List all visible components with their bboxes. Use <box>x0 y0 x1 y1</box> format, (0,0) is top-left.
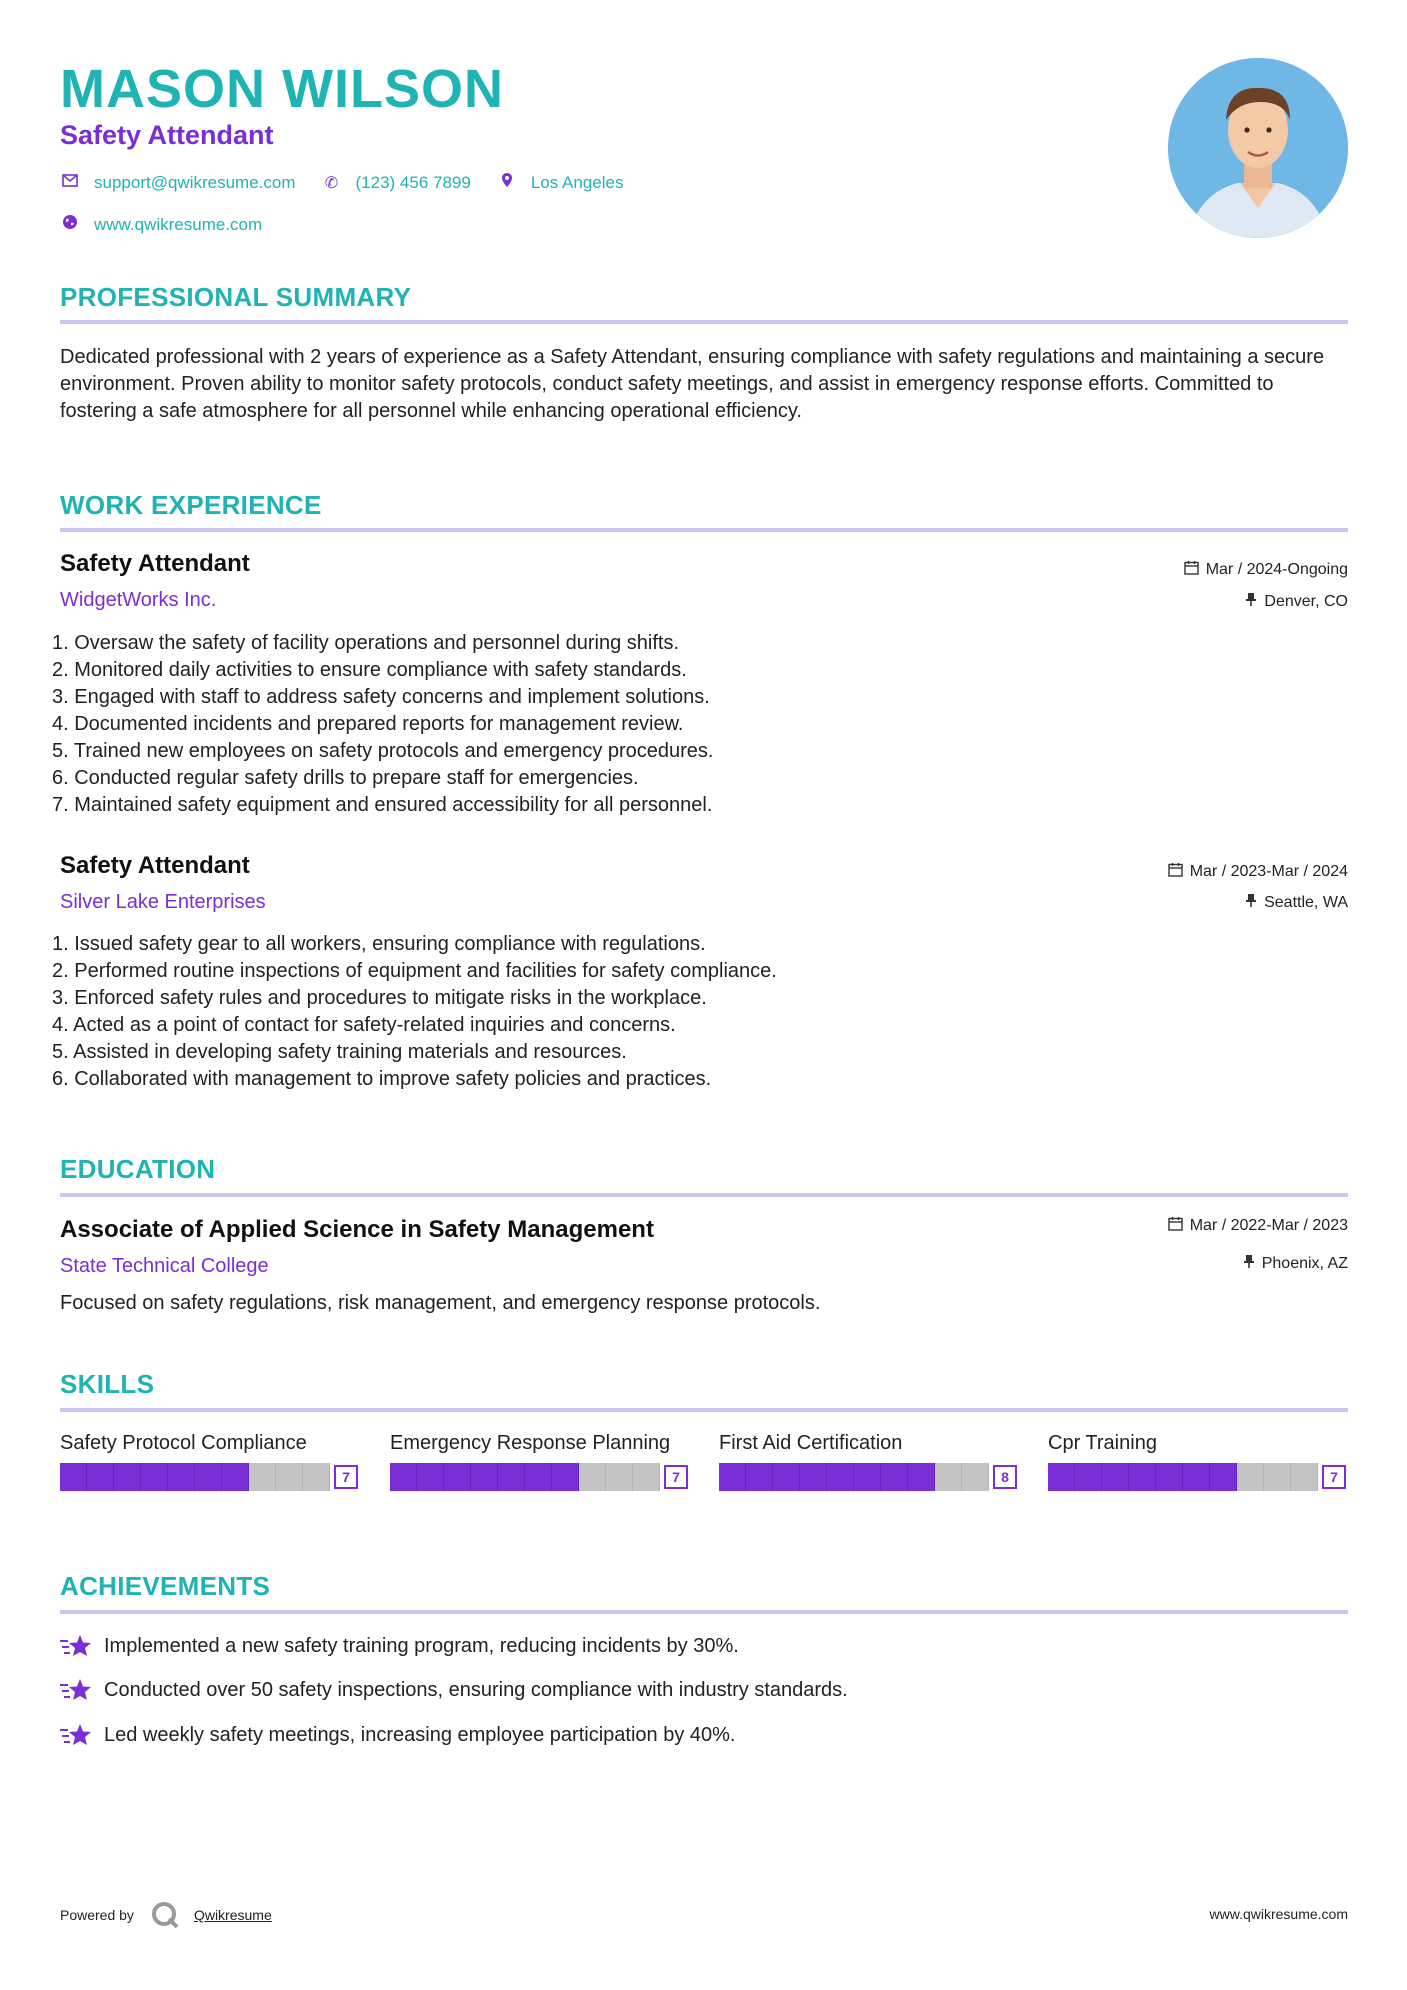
job-2-location-text: Seattle, WA <box>1264 893 1348 911</box>
job-2-bullets <box>52 931 777 1093</box>
footer-powered-by <box>60 1900 272 1930</box>
education-degree: Associate of Applied Science in Safety Management <box>60 1216 654 1243</box>
candidate-title: Safety Attendant <box>60 120 274 150</box>
skill-bar <box>390 1463 690 1491</box>
skill-segment-empty <box>962 1463 989 1491</box>
skill-segment-filled <box>390 1463 417 1491</box>
pushpin-icon <box>1245 592 1257 611</box>
list-item: 4. Acted as a point of contact for safety-related inquiries and concerns. <box>52 1014 676 1036</box>
skill-bar <box>719 1463 1019 1491</box>
website-item[interactable] <box>60 214 262 235</box>
skill-level-badge: 8 <box>993 1465 1017 1489</box>
skills-heading: SKILLS <box>60 1369 155 1399</box>
skill-segment-filled <box>800 1463 827 1491</box>
list-item: 5. Trained new employees on safety protocols and emergency procedures. <box>52 740 714 762</box>
skill-item <box>1048 1430 1348 1491</box>
contact-row <box>60 172 649 193</box>
calendar-icon <box>1184 560 1199 579</box>
achievement-text: Conducted over 50 safety inspections, ensuring compliance with industry standards. <box>104 1678 848 1701</box>
skill-segments <box>1048 1463 1318 1491</box>
achievement-item <box>60 1633 739 1659</box>
skill-segment-empty <box>1264 1463 1291 1491</box>
skill-segment-filled <box>746 1463 773 1491</box>
website-row <box>60 214 288 235</box>
skill-name: Safety Protocol Compliance <box>60 1432 307 1454</box>
skill-segment-empty <box>935 1463 962 1491</box>
list-item: 2. Monitored daily activities to ensure compliance with safety standards. <box>52 659 687 681</box>
job-1-title: Safety Attendant <box>60 550 250 577</box>
skill-segment-filled <box>444 1463 471 1491</box>
job-1-location <box>1245 592 1348 611</box>
summary-heading: PROFESSIONAL SUMMARY <box>60 282 412 312</box>
job-1-date <box>1184 560 1348 579</box>
skill-segment-filled <box>222 1463 249 1491</box>
website-text: www.qwikresume.com <box>94 214 263 234</box>
calendar-icon <box>1168 862 1183 881</box>
skill-segment-filled <box>854 1463 881 1491</box>
job-2-location <box>1245 893 1348 912</box>
list-item: 7. Maintained safety equipment and ensured accessibility for all personnel. <box>52 794 713 816</box>
achievement-item <box>60 1677 848 1703</box>
skill-bar <box>1048 1463 1348 1491</box>
skill-segment-empty <box>276 1463 303 1491</box>
skill-segment-filled <box>827 1463 854 1491</box>
skill-segment-empty <box>579 1463 606 1491</box>
skill-segment-empty <box>633 1463 660 1491</box>
candidate-name: MASON WILSON <box>60 59 504 119</box>
skill-segment-filled <box>1210 1463 1237 1491</box>
skill-segment-filled <box>498 1463 525 1491</box>
footer-website[interactable]: www.qwikresume.com <box>1209 1906 1348 1922</box>
globe-icon <box>60 214 80 235</box>
education-date <box>1168 1216 1348 1235</box>
skill-segment-filled <box>60 1463 87 1491</box>
skill-name: Emergency Response Planning <box>390 1432 671 1454</box>
skill-segment-filled <box>525 1463 552 1491</box>
list-item: 2. Performed routine inspections of equipment and facilities for safety compliance. <box>52 960 777 982</box>
experience-heading: WORK EXPERIENCE <box>60 490 322 520</box>
pushpin-icon <box>1245 893 1257 912</box>
skill-level-badge: 7 <box>664 1465 688 1489</box>
list-item: 6. Collaborated with management to improve safety policies and practices. <box>52 1068 712 1090</box>
job-1-company: WidgetWorks Inc. <box>60 589 217 611</box>
skill-segments <box>60 1463 330 1491</box>
list-item: 3. Engaged with staff to address safety concerns and implement solutions. <box>52 686 710 708</box>
star-icon <box>60 1722 92 1748</box>
skill-segment-empty <box>1291 1463 1318 1491</box>
list-item: 4. Documented incidents and prepared reports for management review. <box>52 713 684 735</box>
skill-level-badge: 7 <box>1322 1465 1346 1489</box>
skill-segment-filled <box>1183 1463 1210 1491</box>
skill-bar <box>60 1463 360 1491</box>
achievement-text: Implemented a new safety training program, reducing incidents by 30%. <box>104 1634 739 1657</box>
skill-segment-filled <box>417 1463 444 1491</box>
calendar-icon <box>1168 1216 1183 1235</box>
education-description: Focused on safety regulations, risk management, and emergency response protocols. <box>60 1292 821 1314</box>
skill-segment-filled <box>719 1463 746 1491</box>
job-2-date <box>1168 862 1348 881</box>
map-pin-icon <box>497 172 517 193</box>
achievements-divider <box>60 1610 1348 1614</box>
skill-level-badge: 7 <box>334 1465 358 1489</box>
skill-segment-filled <box>195 1463 222 1491</box>
skill-item <box>60 1430 360 1491</box>
skills-divider <box>60 1408 1348 1412</box>
skill-segments <box>390 1463 660 1491</box>
list-item: 5. Assisted in developing safety training materials and resources. <box>52 1041 627 1063</box>
skill-segment-filled <box>1129 1463 1156 1491</box>
skill-name: First Aid Certification <box>719 1432 903 1454</box>
phone-text: (123) 456 7899 <box>355 172 471 192</box>
email-text: support@qwikresume.com <box>94 172 296 192</box>
achievements-heading: ACHIEVEMENTS <box>60 1571 271 1601</box>
envelope-icon <box>60 174 80 192</box>
skill-segments <box>719 1463 989 1491</box>
phone-item[interactable] <box>322 173 471 193</box>
summary-divider <box>60 320 1348 324</box>
profile-photo <box>1168 58 1348 238</box>
skill-segment-filled <box>1075 1463 1102 1491</box>
education-school: State Technical College <box>60 1255 269 1277</box>
skill-item <box>390 1430 690 1491</box>
list-item: 1. Issued safety gear to all workers, ensuring compliance with regulations. <box>52 933 706 955</box>
job-1-location-text: Denver, CO <box>1264 592 1348 610</box>
skill-segment-filled <box>1102 1463 1129 1491</box>
star-icon <box>60 1677 92 1703</box>
skill-segment-filled <box>114 1463 141 1491</box>
location-item <box>497 172 624 193</box>
skill-segment-filled <box>168 1463 195 1491</box>
skill-item <box>719 1430 1019 1491</box>
job-2-title: Safety Attendant <box>60 852 250 879</box>
education-location-text: Phoenix, AZ <box>1261 1254 1348 1272</box>
list-item: 6. Conducted regular safety drills to prepare staff for emergencies. <box>52 767 639 789</box>
qwikresume-link[interactable]: Qwikresume <box>193 1907 272 1923</box>
qwikresume-logo-icon <box>150 1900 180 1930</box>
location-text: Los Angeles <box>530 172 624 192</box>
list-item: 3. Enforced safety rules and procedures to mitigate risks in the workplace. <box>52 987 707 1009</box>
skill-name: Cpr Training <box>1048 1432 1157 1454</box>
education-divider <box>60 1193 1348 1197</box>
job-1-bullets <box>52 630 713 819</box>
skill-segment-filled <box>1048 1463 1075 1491</box>
experience-divider <box>60 528 1348 532</box>
summary-text: Dedicated professional with 2 years of experience as a Safety Attendant, ensuring compliance with safety regulations and maintaining a secure environment. Proven ability to monitor safety protocols, conduct safety meetings, and assist in emergency response efforts. Committed to fostering a safe atmosphere for all personnel while enhancing operational efficiency. <box>60 346 1325 422</box>
skill-segment-filled <box>141 1463 168 1491</box>
powered-by-label: Powered by <box>60 1907 134 1923</box>
education-location <box>1243 1254 1348 1273</box>
achievement-text: Led weekly safety meetings, increasing employee participation by 40%. <box>104 1723 736 1746</box>
skill-segment-filled <box>471 1463 498 1491</box>
phone-icon: ✆ <box>324 174 339 192</box>
skill-segment-empty <box>249 1463 276 1491</box>
education-date-text: Mar / 2022-Mar / 2023 <box>1189 1216 1348 1234</box>
skill-segment-filled <box>881 1463 908 1491</box>
list-item: 1. Oversaw the safety of facility operations and personnel during shifts. <box>52 632 680 654</box>
star-icon <box>60 1633 92 1659</box>
job-1-date-text: Mar / 2024-Ongoing <box>1205 560 1348 578</box>
pushpin-icon <box>1243 1254 1255 1273</box>
job-2-date-text: Mar / 2023-Mar / 2024 <box>1189 862 1348 880</box>
email-item[interactable] <box>60 173 296 193</box>
skill-segment-empty <box>606 1463 633 1491</box>
skill-segment-filled <box>1156 1463 1183 1491</box>
skill-segment-filled <box>87 1463 114 1491</box>
skill-segment-empty <box>303 1463 330 1491</box>
achievement-item <box>60 1722 735 1748</box>
job-2-company: Silver Lake Enterprises <box>60 891 266 913</box>
skill-segment-filled <box>552 1463 579 1491</box>
education-heading: EDUCATION <box>60 1154 216 1184</box>
skill-segment-empty <box>1237 1463 1264 1491</box>
skill-segment-filled <box>908 1463 935 1491</box>
skill-segment-filled <box>773 1463 800 1491</box>
